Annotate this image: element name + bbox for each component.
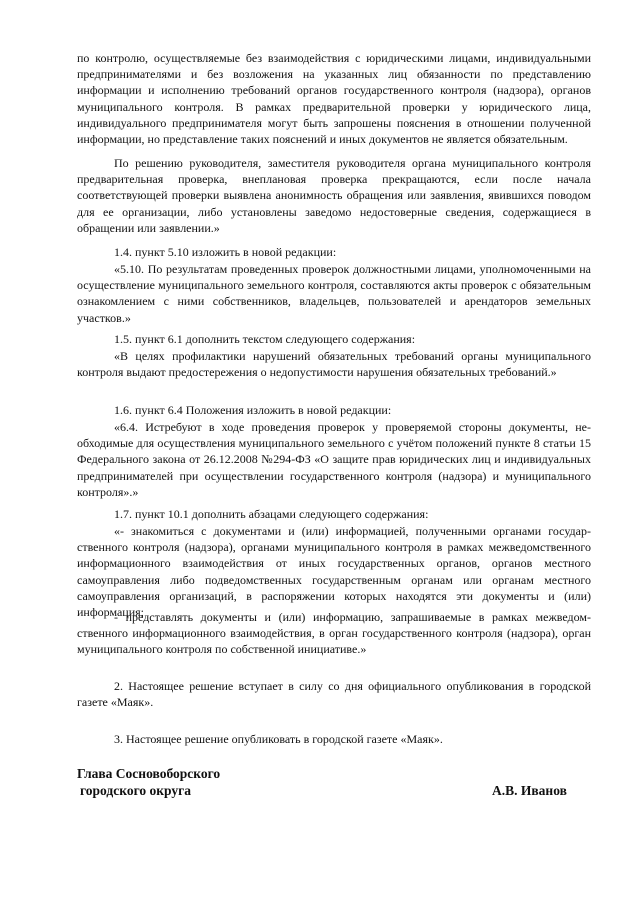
signature-title-line-1: Глава Сосновоборского — [77, 766, 221, 781]
signature-name: А.В. Иванов — [492, 783, 567, 798]
paragraph-preliminary-check-continuation: по контролю, осуществляемые без взаимодействия с юридическими лицами, индивидуальными предпринимателями и без возложения на указанных лиц обязанности по представлению информации и исполнению требований органов государственного контроля (надзора), органов муниципального контроля. В рамках предварительной проверки у юридического лица, индивидуального предпринимателя могут быть запрошены пояснения в отношении полученной информации, но представление таких пояснений и иных документов не является обязательным. — [77, 51, 591, 147]
signature-title-line-2: городского округа — [80, 783, 191, 798]
paragraph-item-3-publish: 3. Настоящее решение опубликовать в городской газете «Маяк». — [114, 732, 443, 746]
paragraph-item-1-4: 1.4. пункт 5.10 изложить в новой редакции: — [114, 245, 337, 259]
paragraph-item-1-5: 1.5. пункт 6.1 дополнить текстом следующего содержания: — [114, 332, 416, 346]
paragraph-clause-6-1-addition: «В целях профилактики нарушений обязательных требований органы муниципального контроля выдают предостережения о недопустимости нарушения обязательных требований.» — [77, 349, 591, 380]
paragraph-clause-5-10: «5.10. По результатам проведенных проверок должностными лицами, уполномоченными на осуществление муниципального земельного контроля, составляются акты проверок с обязательным ознакомлением с ними собственников, владельцев, пользователей и арендаторов земельных участков.» — [77, 262, 591, 325]
paragraph-item-1-6: 1.6. пункт 6.4 Положения изложить в новой редакции: — [114, 403, 392, 417]
paragraph-check-termination: По решению руководителя, заместителя руководителя органа муниципального контроля предварительная проверка, внеплановая проверка прекращаются, если после начала соответствующей проверки выявлена анонимность обращения или заявления, явившихся поводом для ее организации, либо установлены заведомо недостоверные сведения, содержащиеся в обращении или заявлении.» — [77, 156, 591, 235]
paragraph-clause-6-4: «6.4. Истребуют в ходе проведения проверок у проверяемой стороны документы, необходимые для осуществления муниципального земельного с учётом положений пункте 8 статьи 15 Федерального закона от 26.12.2008 №294-ФЗ «О защите прав юридических лиц и индивидуальных предпринимателей при осуществлении государственного контроля (надзора) и муниципального контроля».» — [77, 420, 591, 499]
paragraph-item-1-7: 1.7. пункт 10.1 дополнить абзацами следующего содержания: — [114, 507, 429, 521]
paragraph-item-2-effective: 2. Настоящее решение вступает в силу со дня официального опубликования в городской газете «Маяк». — [77, 679, 591, 710]
paragraph-clause-10-1-right-submit: - представлять документы и (или) информацию, запрашиваемые в рамках межведомственного информационного взаимодействия, в орган государственного контроля (надзора), орган муниципального контроля по собственной инициативе.» — [77, 610, 591, 657]
paragraph-clause-10-1-right-acquaint: «- знакомиться с документами и (или) информацией, полученными органами государственного контроля (надзора), органами муниципального контроля в рамках межведомственного информационного взаимодействия от иных государственных органов, органов местного самоуправления либо подведомственных государственным органам или органам местного самоуправления организаций, в распоряжении которых находятся эти документы и (или) информация; — [77, 524, 591, 620]
